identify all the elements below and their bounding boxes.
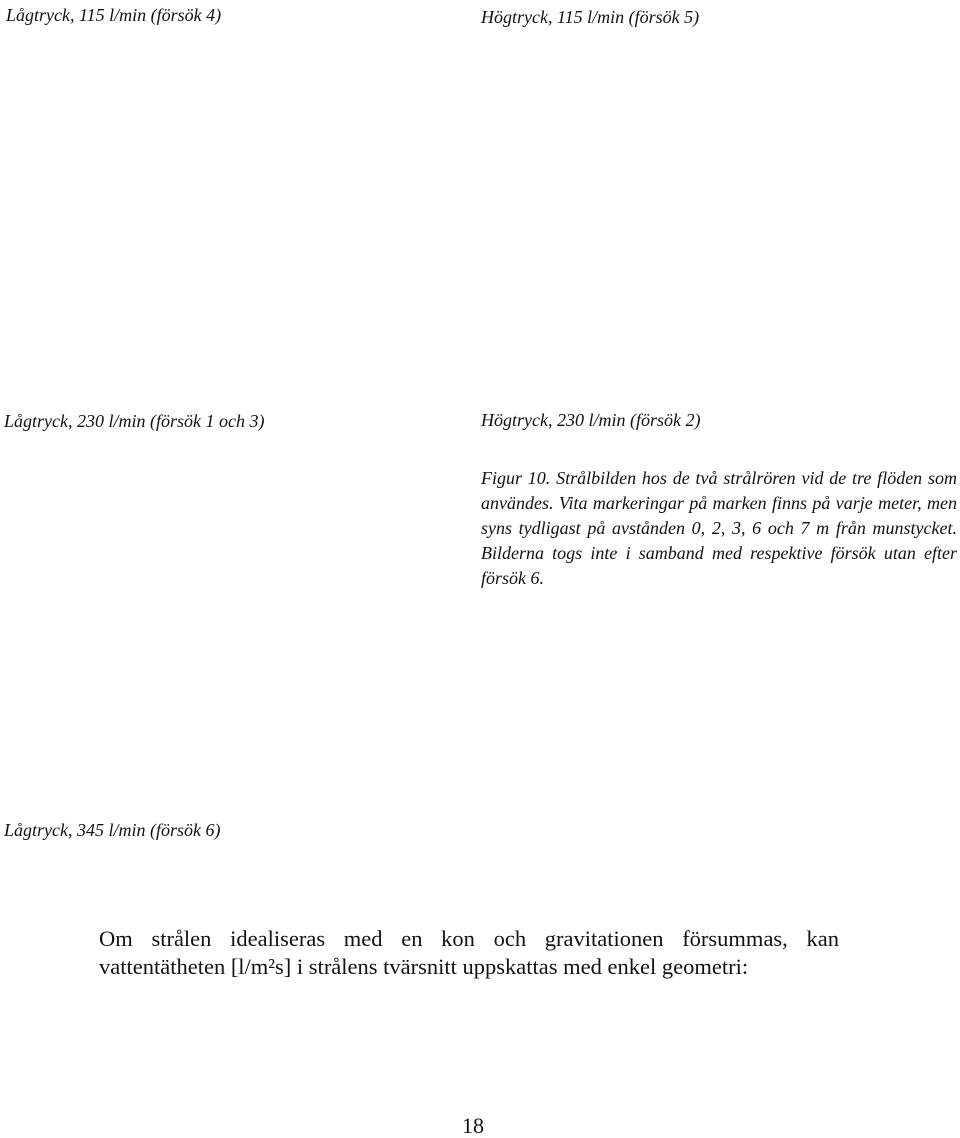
photo-label-middle-left: Lågtryck, 230 l/min (försök 1 och 3) (4, 411, 265, 431)
body-paragraph: Om strålen idealiseras med en kon och gravitationen försummas, kan vattentätheten [l/m²s] i strålens tvärsnitt uppskattas med enkel geometri: (99, 926, 839, 979)
photo-label-bottom-left: Lågtryck, 345 l/min (försök 6) (4, 820, 221, 840)
photo-label-top-right: Högtryck, 115 l/min (försök 5) (481, 7, 700, 27)
page-number: 18 (462, 1113, 484, 1138)
photo-label-middle-right: Högtryck, 230 l/min (försök 2) (481, 410, 701, 430)
figure-caption: Figur 10. Strålbilden hos de två strålrören vid de tre flöden som användes. Vita markeringar på marken finns på varje meter, men syns tydligast på avstånden 0, 2, 3, 6 och 7 m från munstycket. Bilderna togs inte i samband med respektive försök utan efter försök 6. (481, 468, 957, 588)
photo-label-top-left: Lågtryck, 115 l/min (försök 4) (6, 5, 222, 25)
